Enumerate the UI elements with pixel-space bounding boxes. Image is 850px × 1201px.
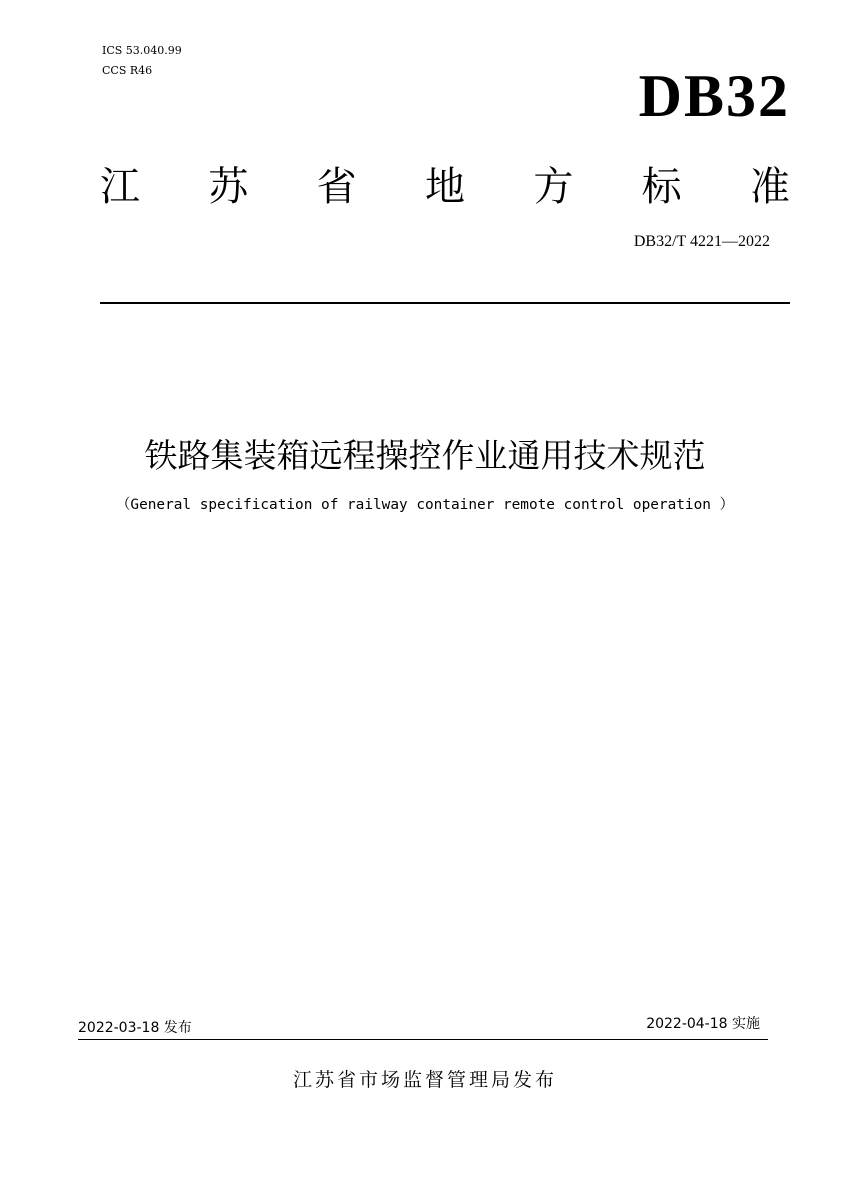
document-title: 铁路集装箱远程操控作业通用技术规范 (144, 436, 706, 475)
standard-number: DB32/T 4221—2022 (633, 233, 770, 250)
header-divider (100, 302, 790, 304)
issue-date: 2022-03-18 发布 (78, 1020, 192, 1036)
standard-type-char: 准 (749, 164, 790, 210)
standard-type-char: 标 (641, 164, 682, 210)
standard-type-char: 省 (316, 164, 357, 210)
ics-code: ICS 53.040.99 (102, 44, 182, 57)
standard-type-char: 地 (424, 164, 465, 210)
standard-type-heading (100, 162, 790, 212)
standard-type-char: 苏 (208, 164, 249, 210)
standard-type-char: 江 (100, 164, 140, 210)
issuing-authority: 江苏省市场监督管理局发布 (292, 1069, 557, 1091)
footer-divider (78, 1039, 768, 1040)
db32-logo: DB32 (638, 63, 790, 129)
ccs-code: CCS R46 (102, 64, 153, 77)
implementation-date: 2022-04-18 实施 (646, 1016, 760, 1032)
standard-type-char: 方 (533, 164, 574, 210)
document-english-title: （General specification of railway container remote control operation ） (116, 497, 734, 513)
